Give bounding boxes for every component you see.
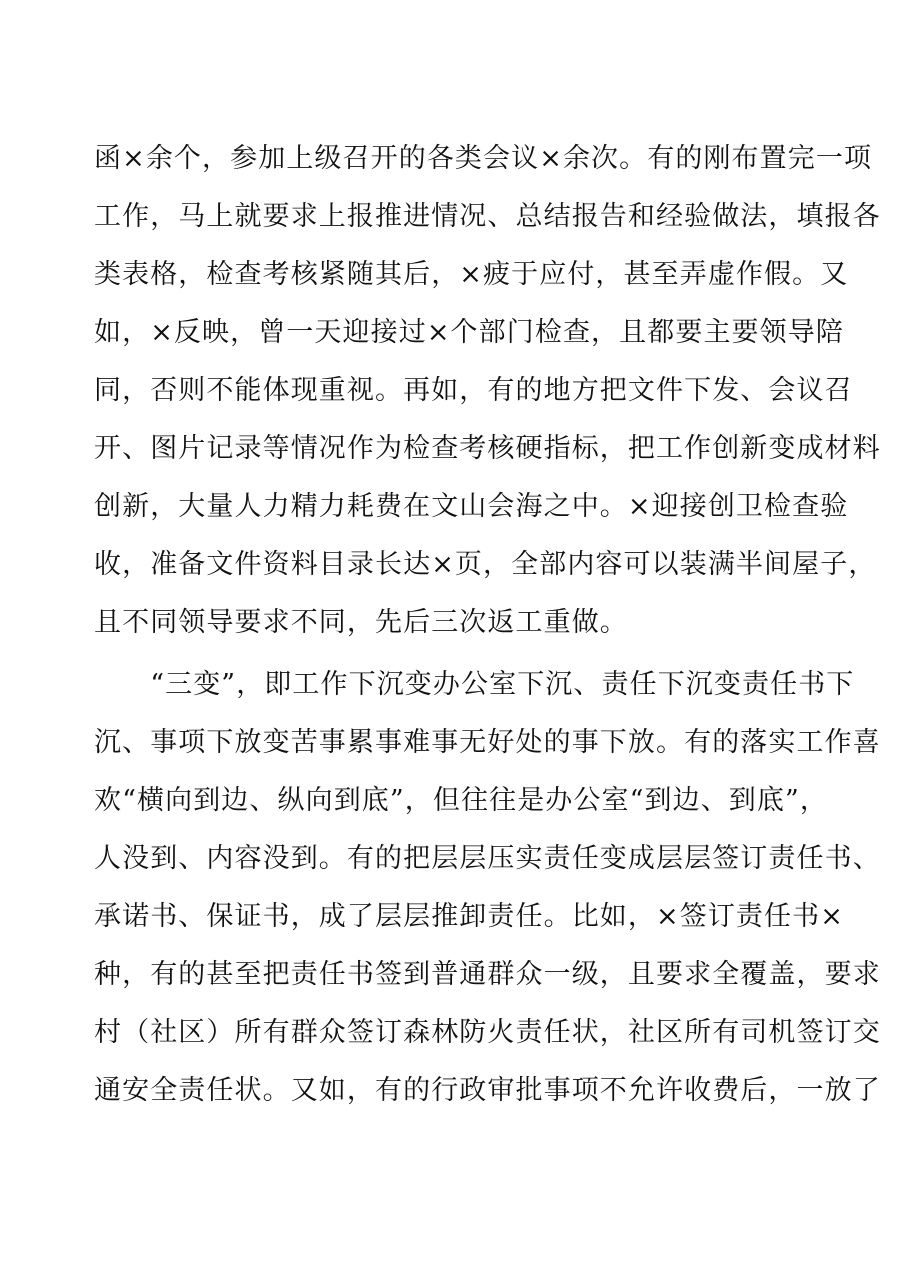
paragraph-1-line-4: 如，×反映，曾一天迎接过×个部门检查，且都要主要领导陪	[94, 317, 844, 348]
paragraph-2-line-6: 种，有的甚至把责任书签到普通群众一级，且要求全覆盖，要求	[94, 959, 881, 990]
paragraph-1-line-2: 工作，马上就要求上报推进情况、总结报告和经验做法，填报各	[94, 201, 881, 232]
paragraph-1-line-7: 创新，大量人力精力耗费在文山会海之中。×迎接创卫检查验	[94, 491, 849, 522]
paragraph-1	[94, 130, 881, 652]
paragraph-2-line-7: 村（社区）所有群众签订森林防火责任状，社区所有司机签订交	[94, 1017, 881, 1048]
paragraph-1-line-9: 且不同领导要求不同，先后三次返工重做。	[94, 607, 628, 638]
paragraph-2-line-3: 欢“横向到边、纵向到底”，但往往是办公室“到边、到底”，	[94, 785, 829, 816]
paragraph-2-line-8: 通安全责任状。又如，有的行政审批事项不允许收费后，一放了	[94, 1075, 881, 1106]
paragraph-2-line-2: 沉、事项下放变苦事累事难事无好处的事下放。有的落实工作喜	[94, 727, 881, 758]
paragraph-1-line-6: 开、图片记录等情况作为检查考核硬指标，把工作创新变成材料	[94, 433, 881, 464]
paragraph-2-line-1: “三变”，即工作下沉变办公室下沉、责任下沉变责任书下	[94, 669, 855, 700]
paragraph-1-line-5: 同，否则不能体现重视。再如，有的地方把文件下发、会议召	[94, 375, 853, 406]
paragraph-2-line-4: 人没到、内容没到。有的把层层压实责任变成层层签订责任书、	[94, 843, 881, 874]
paragraph-2-line-5: 承诺书、保证书，成了层层推卸责任。比如，×签订责任书×	[94, 901, 844, 932]
paragraph-1-line-1: 函×余个，参加上级召开的各类会议×余次。有的刚布置完一项	[94, 143, 873, 174]
paragraph-1-line-3: 类表格，检查考核紧随其后，×疲于应付，甚至弄虚作假。又	[94, 259, 849, 290]
paragraph-1-line-8: 收，准备文件资料目录长达×页，全部内容可以装满半间屋子，	[94, 549, 877, 580]
paragraph-2	[94, 656, 881, 1120]
